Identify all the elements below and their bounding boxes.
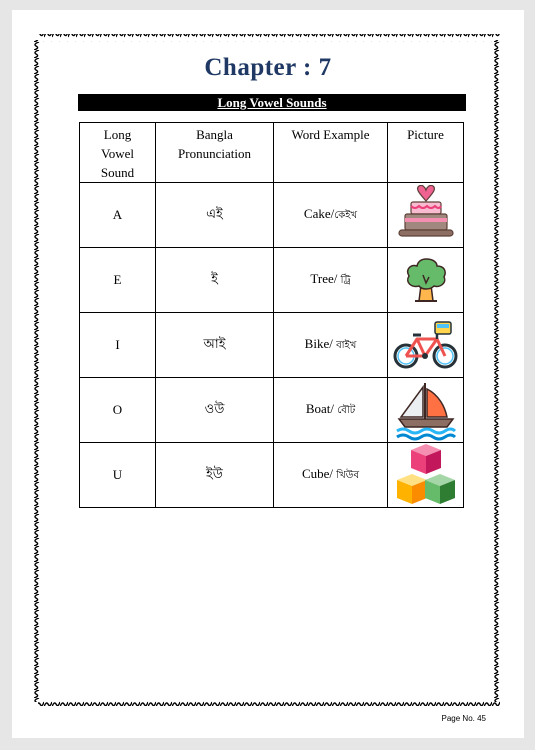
vowel-table xyxy=(79,122,464,508)
table-row xyxy=(80,313,464,378)
picture-cell xyxy=(388,313,464,378)
bicycle-icon xyxy=(393,319,459,371)
table-row xyxy=(80,248,464,313)
bangla-cell: এই xyxy=(156,183,274,248)
section-title: Long Vowel Sounds xyxy=(217,95,327,110)
picture-cell xyxy=(388,443,464,508)
header-picture: Picture xyxy=(388,123,464,183)
vowel-cell: O xyxy=(80,378,156,443)
chapter-title: Chapter : 7 xyxy=(204,54,332,81)
header-word-example: Word Example xyxy=(274,123,388,183)
table-row xyxy=(80,378,464,443)
picture-cell xyxy=(388,183,464,248)
bangla-cell: আই xyxy=(156,313,274,378)
bangla-cell: ই xyxy=(156,248,274,313)
picture-cell xyxy=(388,248,464,313)
sailboat-icon xyxy=(395,379,457,441)
vowel-cell: U xyxy=(80,443,156,508)
cubes-icon xyxy=(395,444,457,506)
word-cell: Tree/ ট্রি xyxy=(274,248,388,313)
section-banner xyxy=(78,94,466,111)
word-cell: Boat/ বৌট xyxy=(274,378,388,443)
vowel-cell: A xyxy=(80,183,156,248)
vowel-cell: E xyxy=(80,248,156,313)
word-cell: Cube/ খিউব xyxy=(274,443,388,508)
word-cell: Cake/কেইখ xyxy=(274,183,388,248)
table-header-row xyxy=(80,123,464,183)
tree-icon xyxy=(401,255,451,305)
bangla-cell: ইউ xyxy=(156,443,274,508)
bangla-cell: ওউ xyxy=(156,378,274,443)
document-page xyxy=(12,10,524,738)
word-cell: Bike/ বাইখ xyxy=(274,313,388,378)
picture-cell xyxy=(388,378,464,443)
header-bangla: Bangla Pronunciation xyxy=(156,123,274,183)
cake-icon xyxy=(395,185,457,245)
page-number: Page No. 45 xyxy=(441,714,486,723)
vowel-cell: I xyxy=(80,313,156,378)
header-long-vowel: Long Vowel Sound xyxy=(80,123,156,183)
table-row xyxy=(80,443,464,508)
table-row xyxy=(80,183,464,248)
